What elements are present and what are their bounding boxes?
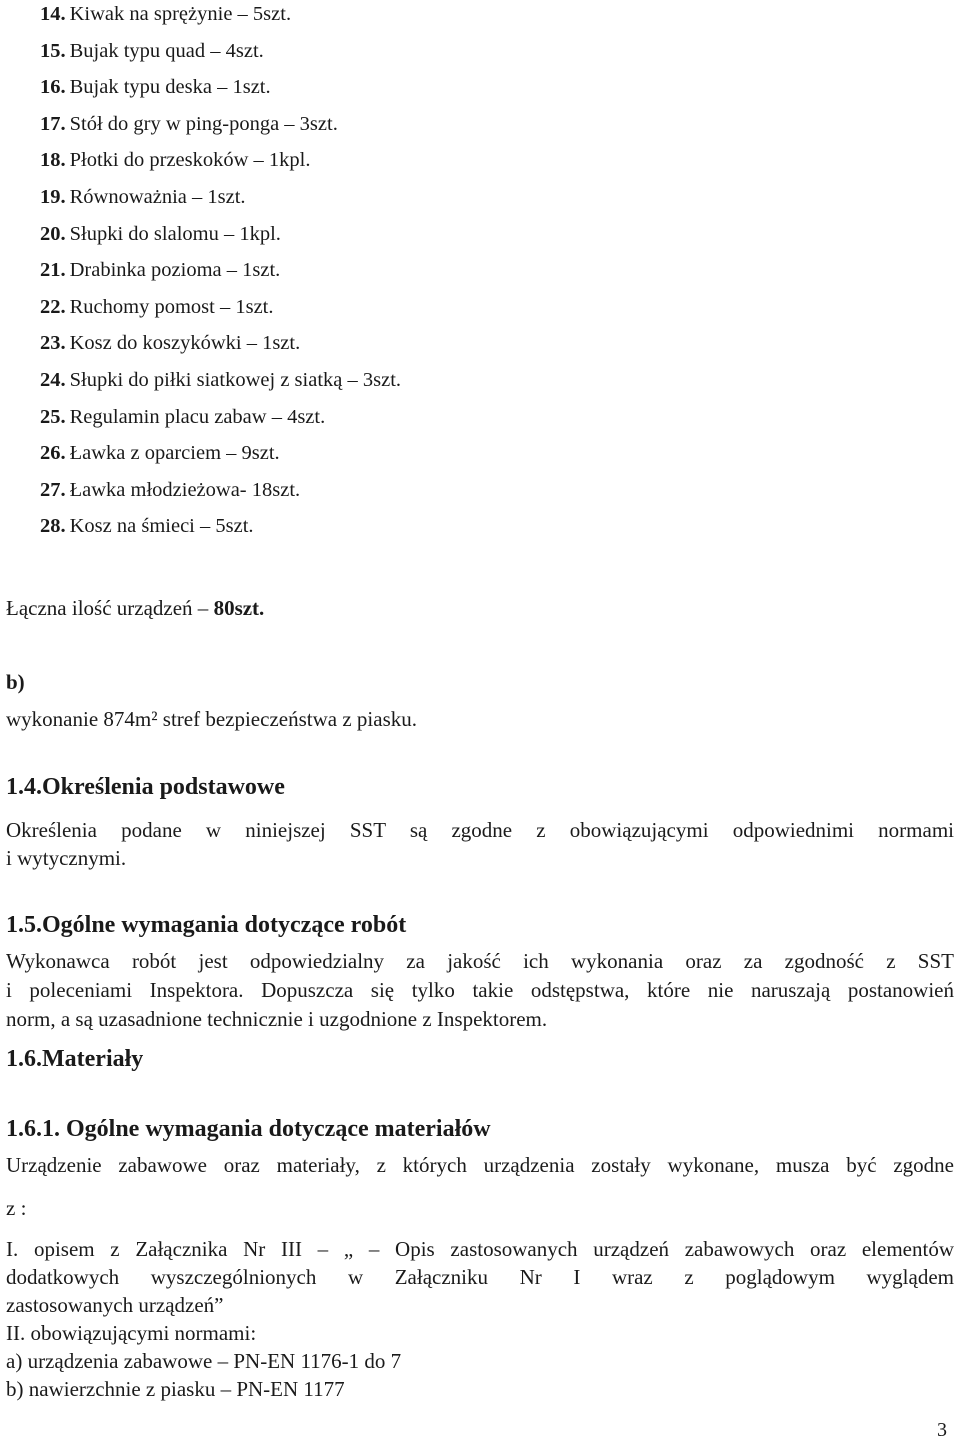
list-item-number: 26. (40, 442, 66, 464)
page-number: 3 (937, 1419, 947, 1441)
total-label: Łączna ilość urządzeń – (6, 596, 209, 620)
list-item-text: Ławka z oparciem – 9szt. (69, 442, 280, 464)
section-1-4-heading: 1.4.Określenia podstawowe (6, 774, 285, 800)
section-1-6-1-heading: 1.6.1. Ogólne wymagania dotyczące materiałów (6, 1116, 491, 1142)
list-item-number: 14. (40, 3, 66, 25)
list-item-number: 18. (40, 149, 66, 171)
list-item-text: Drabinka pozioma – 1szt. (69, 259, 281, 281)
list-item-number: 17. (40, 113, 66, 135)
list-item (40, 148, 311, 172)
list-item-text: Słupki do slalomu – 1kpl. (69, 223, 281, 245)
list-item-number: 24. (40, 369, 66, 391)
list-item-text: Bujak typu quad – 4szt. (69, 40, 264, 62)
section-1-4-line2: i wytycznymi. (6, 846, 127, 870)
list-item-number: 22. (40, 296, 66, 318)
list-item-number: 15. (40, 40, 66, 62)
list-item (40, 331, 300, 355)
list-item-number: 28. (40, 515, 66, 537)
list-item (40, 295, 273, 319)
list-item (40, 112, 338, 136)
section-1-4-line1: Określenia podane w niniejszej SST są zgodne z obowiązującymi odpowiednimi normami (6, 818, 954, 842)
section-1-6-1-line2: z : (6, 1196, 27, 1220)
section-1-6-1-p2: II. obowiązującymi normami: (6, 1321, 257, 1345)
total-line (6, 596, 264, 620)
section-1-6-1-p1-line2: dodatkowych wyszczególnionych w Załączniku Nr I wraz z poglądowym wyglądem (6, 1265, 954, 1289)
list-item (40, 75, 271, 99)
list-item-number: 20. (40, 223, 66, 245)
list-item-text: Ławka młodzieżowa- 18szt. (69, 479, 301, 501)
list-item-number: 21. (40, 259, 66, 281)
section-1-6-heading: 1.6.Materiały (6, 1046, 144, 1072)
section-1-5-heading: 1.5.Ogólne wymagania dotyczące robót (6, 912, 407, 938)
list-item-text: Kosz na śmieci – 5szt. (69, 515, 254, 537)
section-1-5-line2: i poleceniami Inspektora. Dopuszcza się tylko takie odstępstwa, które nie naruszają postanowień (6, 978, 954, 1002)
section-1-6-1-pb: b) nawierzchnie z piasku – PN-EN 1177 (6, 1377, 345, 1401)
list-item-text: Słupki do piłki siatkowej z siatką – 3szt. (69, 369, 402, 391)
list-item-number: 23. (40, 332, 66, 354)
list-item (40, 258, 280, 282)
list-item (40, 222, 281, 246)
section-1-6-1-line1: Urządzenie zabawowe oraz materiały, z których urządzenia zostały wykonane, musza być zgodne (6, 1153, 954, 1177)
list-item (40, 368, 401, 392)
list-item-text: Regulamin placu zabaw – 4szt. (69, 406, 326, 428)
section-1-6-1-p1-line3: zastosowanych urządzeń” (6, 1293, 224, 1317)
list-item-number: 16. (40, 76, 66, 98)
list-item (40, 39, 264, 63)
list-item-text: Kosz do koszykówki – 1szt. (69, 332, 301, 354)
list-item-number: 25. (40, 406, 66, 428)
subpoint-b-label: b) (6, 670, 25, 694)
list-item (40, 478, 300, 502)
list-item-number: 19. (40, 186, 66, 208)
list-item (40, 514, 254, 538)
section-1-6-1-p1-line1: I. opisem z Załącznika Nr III – „ – Opis zastosowanych urządzeń zabawowych oraz elementów (6, 1237, 954, 1261)
subpoint-b-text: wykonanie 874m² stref bezpieczeństwa z piasku. (6, 707, 417, 731)
section-1-5-line3: norm, a są uzasadnione technicznie i uzgodnione z Inspektorem. (6, 1007, 548, 1031)
list-item (40, 185, 246, 209)
list-item-number: 27. (40, 479, 66, 501)
section-1-5-line1: Wykonawca robót jest odpowiedzialny za jakość ich wykonania oraz za zgodność z SST (6, 949, 954, 973)
list-item-text: Bujak typu deska – 1szt. (69, 76, 271, 98)
section-1-6-1-pa: a) urządzenia zabawowe – PN-EN 1176-1 do 7 (6, 1349, 402, 1373)
list-item (40, 405, 325, 429)
list-item-text: Ruchomy pomost – 1szt. (69, 296, 274, 318)
list-item (40, 2, 291, 26)
list-item-text: Kiwak na sprężynie – 5szt. (69, 3, 292, 25)
list-item-text: Stół do gry w ping-ponga – 3szt. (69, 113, 338, 135)
list-item-text: Równoważnia – 1szt. (69, 186, 246, 208)
total-value: 80szt. (213, 596, 265, 620)
list-item (40, 441, 280, 465)
list-item-text: Płotki do przeskoków – 1kpl. (69, 149, 311, 171)
